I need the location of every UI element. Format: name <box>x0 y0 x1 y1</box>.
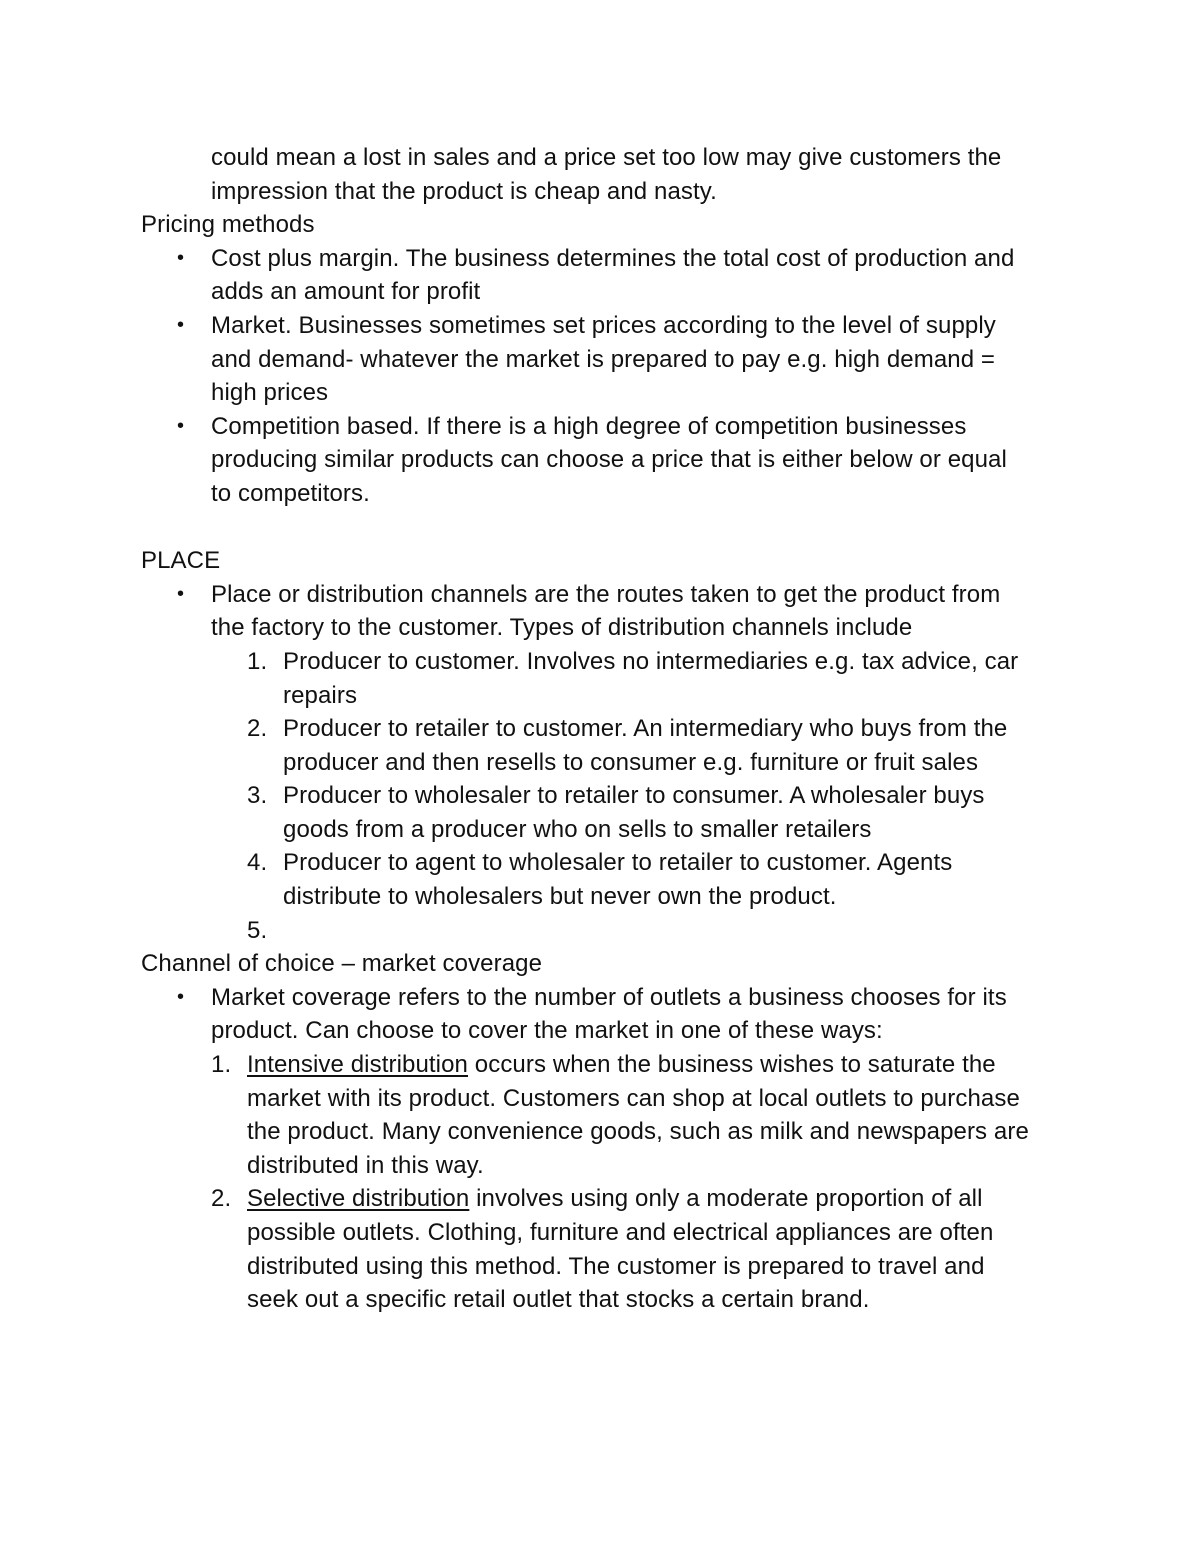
text-line: Competition based. If there is a high degree of competition businesses <box>211 412 967 440</box>
list-item <box>211 1182 1200 1316</box>
text-line: Producer to retailer to customer. An intermediary who buys from the <box>283 715 1008 743</box>
market-coverage-list <box>0 1048 1200 1317</box>
list-item <box>247 779 1200 846</box>
text-line: Producer to customer. Involves no intermediaries e.g. tax advice, car <box>283 647 1019 675</box>
list-number: 2. <box>247 715 268 743</box>
underlined-term: Selective distribution <box>247 1185 470 1213</box>
list-item <box>177 410 1200 511</box>
blank-line <box>0 511 1200 545</box>
pricing-methods-list <box>0 242 1200 511</box>
text-line: impression that the product is cheap and nasty. <box>211 177 717 205</box>
list-number: 3. <box>247 782 268 810</box>
list-number: 4. <box>247 849 268 877</box>
bullet-icon: • <box>177 582 185 605</box>
text-run: occurs when the business wishes to saturate the <box>468 1051 996 1079</box>
text-line: adds an amount for profit <box>211 278 481 306</box>
bullet-icon: • <box>177 246 185 269</box>
text-line <box>247 1182 1200 1216</box>
text-line: Cost plus margin. The business determines the total cost of production and <box>211 244 1015 272</box>
text-line: Place or distribution channels are the routes taken to get the product from <box>211 580 1001 608</box>
text-line: Market coverage refers to the number of outlets a business chooses for its <box>211 983 1007 1011</box>
text-line: Producer to agent to wholesaler to retailer to customer. Agents <box>283 849 953 877</box>
bullet-icon: • <box>177 985 185 1008</box>
list-item <box>247 645 1200 712</box>
text-line: the factory to the customer. Types of distribution channels include <box>211 614 913 642</box>
distribution-channels-list <box>0 645 1200 947</box>
text-line: goods from a producer who on sells to smaller retailers <box>283 815 872 843</box>
text-line: distribute to wholesalers but never own the product. <box>283 883 837 911</box>
bullet-icon: • <box>177 414 185 437</box>
pricing-methods-heading: Pricing methods <box>141 211 315 239</box>
text-line: and demand- whatever the market is prepared to pay e.g. high demand = <box>211 345 996 373</box>
text-line: the product. Many convenience goods, such as milk and newspapers are <box>247 1118 1029 1146</box>
text-line: repairs <box>283 681 358 709</box>
text-line: high prices <box>211 379 329 407</box>
empty-line <box>283 914 1200 948</box>
text-line: product. Can choose to cover the market in one of these ways: <box>211 1017 883 1045</box>
text-line: to competitors. <box>211 479 370 507</box>
list-item <box>177 242 1200 309</box>
list-item <box>247 914 1200 948</box>
list-item <box>247 712 1200 779</box>
list-item <box>247 846 1200 913</box>
place-heading: PLACE <box>141 547 221 575</box>
list-number: 1. <box>247 647 268 675</box>
bullet-icon: • <box>177 313 185 336</box>
market-coverage-heading: Channel of choice – market coverage <box>141 950 543 978</box>
text-line: producing similar products can choose a price that is either below or equal <box>211 446 1007 474</box>
text-line: producer and then resells to consumer e.g. furniture or fruit sales <box>283 748 979 776</box>
text-run: involves using only a moderate proportion of all <box>469 1185 983 1213</box>
text-line: market with its product. Customers can shop at local outlets to purchase <box>247 1084 1020 1112</box>
continuation-paragraph <box>211 141 1200 208</box>
text-line: Producer to wholesaler to retailer to consumer. A wholesaler buys <box>283 782 985 810</box>
text-line: distributed using this method. The customer is prepared to travel and <box>247 1252 985 1280</box>
text-line: could mean a lost in sales and a price set too low may give customers the <box>211 144 1002 171</box>
place-intro-item <box>177 578 1200 645</box>
list-number: 1. <box>211 1051 232 1079</box>
text-line: Market. Businesses sometimes set prices according to the level of supply <box>211 311 996 339</box>
coverage-intro-item <box>177 981 1200 1048</box>
list-number: 5. <box>247 916 268 944</box>
list-number: 2. <box>211 1185 232 1213</box>
list-item <box>211 1048 1200 1182</box>
text-line: possible outlets. Clothing, furniture and electrical appliances are often <box>247 1219 994 1246</box>
text-line: seek out a specific retail outlet that stocks a certain brand. <box>247 1286 870 1314</box>
list-item <box>177 309 1200 410</box>
text-line: distributed in this way. <box>247 1151 484 1179</box>
underlined-term: Intensive distribution <box>247 1051 468 1079</box>
text-line <box>247 1048 1200 1082</box>
